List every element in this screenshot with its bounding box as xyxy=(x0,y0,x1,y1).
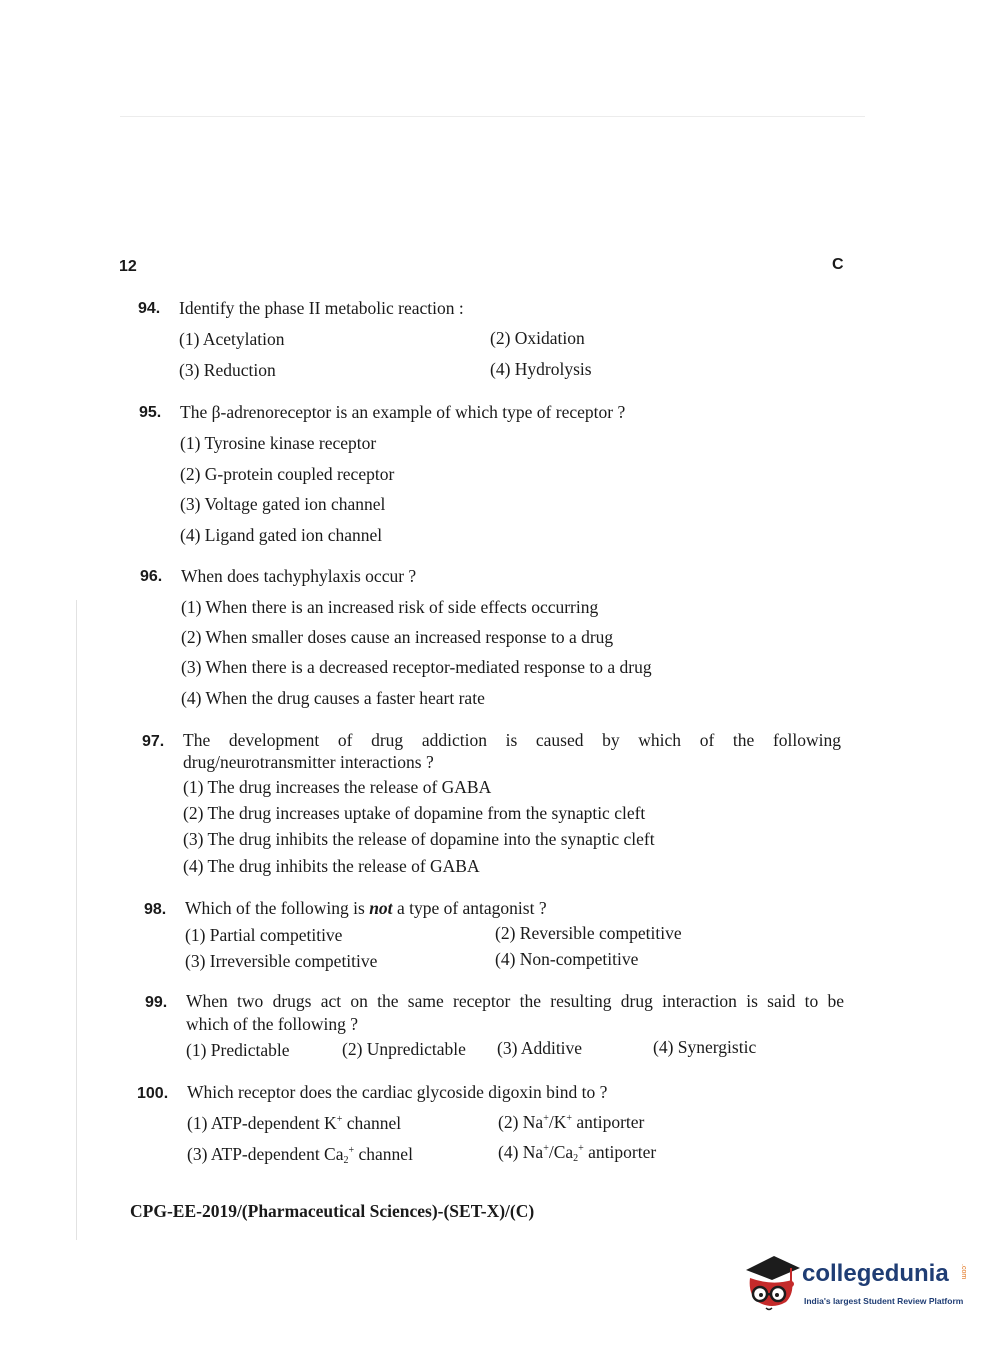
question-text-line-2: which of the following ? xyxy=(186,1014,359,1034)
option-2: (2) The drug increases uptake of dopamine from the synaptic cleft xyxy=(183,803,646,823)
option-4: (4) Non-competitive xyxy=(495,949,639,969)
option-4: (4) The drug inhibits the release of GABA xyxy=(183,856,480,876)
question-text: Identify the phase II metabolic reaction : xyxy=(179,298,464,318)
brand-name: collegedunia xyxy=(802,1260,949,1287)
question-text-line-1: When two drugs act on the same receptor the resulting drug interaction is said to be xyxy=(186,991,844,1011)
option-2: (2) Unpredictable xyxy=(342,1039,466,1059)
option-2: (2) Na+/K+ antiporter xyxy=(498,1112,645,1132)
exam-code-footer: CPG-EE-2019/(Pharmaceutical Sciences)-(SET-X)/(C) xyxy=(130,1201,535,1221)
option-1: (1) Partial competitive xyxy=(185,925,343,945)
option-4: (4) $Na^+/Ca_2^+$ antiporter xyxy=(498,1142,657,1164)
option-4: (4) Ligand gated ion channel xyxy=(180,525,383,545)
question-text: The β-adrenoreceptor is an example of which type of receptor ? xyxy=(180,402,626,422)
option-1: (1) ATP-dependent K+ channel xyxy=(187,1113,402,1133)
question-text: Which receptor does the cardiac glycoside digoxin bind to ? xyxy=(187,1082,608,1102)
option-1: (1) Tyrosine kinase receptor xyxy=(180,433,377,453)
question-text: Which of the following is not a type of antagonist ? xyxy=(185,898,547,918)
option-3: (3) Additive xyxy=(497,1038,583,1058)
option-2: (2) Reversible competitive xyxy=(495,923,682,943)
set-code: C xyxy=(832,256,844,273)
question-number: 100. xyxy=(137,1085,169,1102)
brand-tagline: India's largest Student Review Platform xyxy=(804,1296,964,1306)
option-2: (2) Oxidation xyxy=(490,328,585,348)
question-text-line-1: The development of drug addiction is caused by which of the following xyxy=(183,730,841,750)
option-3: (3) The drug inhibits the release of dopamine into the synaptic cleft xyxy=(183,829,655,849)
brand-domain: .com xyxy=(960,1264,967,1280)
collegedunia-logo xyxy=(742,1248,972,1318)
option-1: (1) Acetylation xyxy=(179,329,285,349)
option-1: (1) When there is an increased risk of side effects occurring xyxy=(181,597,599,617)
option-2: (2) G-protein coupled receptor xyxy=(180,464,395,484)
scan-margin-line xyxy=(76,600,77,1240)
question-number: 96. xyxy=(140,568,163,585)
emphasis-not: not xyxy=(369,898,393,918)
option-3: (3) Reduction xyxy=(179,360,276,380)
option-3: (3) Irreversible competitive xyxy=(185,951,378,971)
option-1: (1) Predictable xyxy=(186,1040,290,1060)
question-number: 98. xyxy=(144,901,167,918)
page-number: 12 xyxy=(119,258,137,275)
question-number: 97. xyxy=(142,733,165,750)
option-1: (1) The drug increases the release of GABA xyxy=(183,777,492,797)
scan-rule-line xyxy=(120,116,865,117)
question-number: 99. xyxy=(145,994,168,1011)
option-3: (3) ATP-dependent $Ca_2^+$ channel xyxy=(187,1144,413,1166)
option-4: (4) When the drug causes a faster heart rate xyxy=(181,688,485,708)
option-2: (2) When smaller doses cause an increased response to a drug xyxy=(181,627,614,647)
question-text-line-2: drug/neurotransmitter interactions ? xyxy=(183,752,434,772)
mascot-icon xyxy=(742,1248,802,1314)
option-3: (3) When there is a decreased receptor-mediated response to a drug xyxy=(181,657,652,677)
question-number: 94. xyxy=(138,300,161,317)
question-text: When does tachyphylaxis occur ? xyxy=(181,566,417,586)
option-3: (3) Voltage gated ion channel xyxy=(180,494,386,514)
question-number: 95. xyxy=(139,404,162,421)
option-4: (4) Synergistic xyxy=(653,1037,757,1057)
option-4: (4) Hydrolysis xyxy=(490,359,592,379)
